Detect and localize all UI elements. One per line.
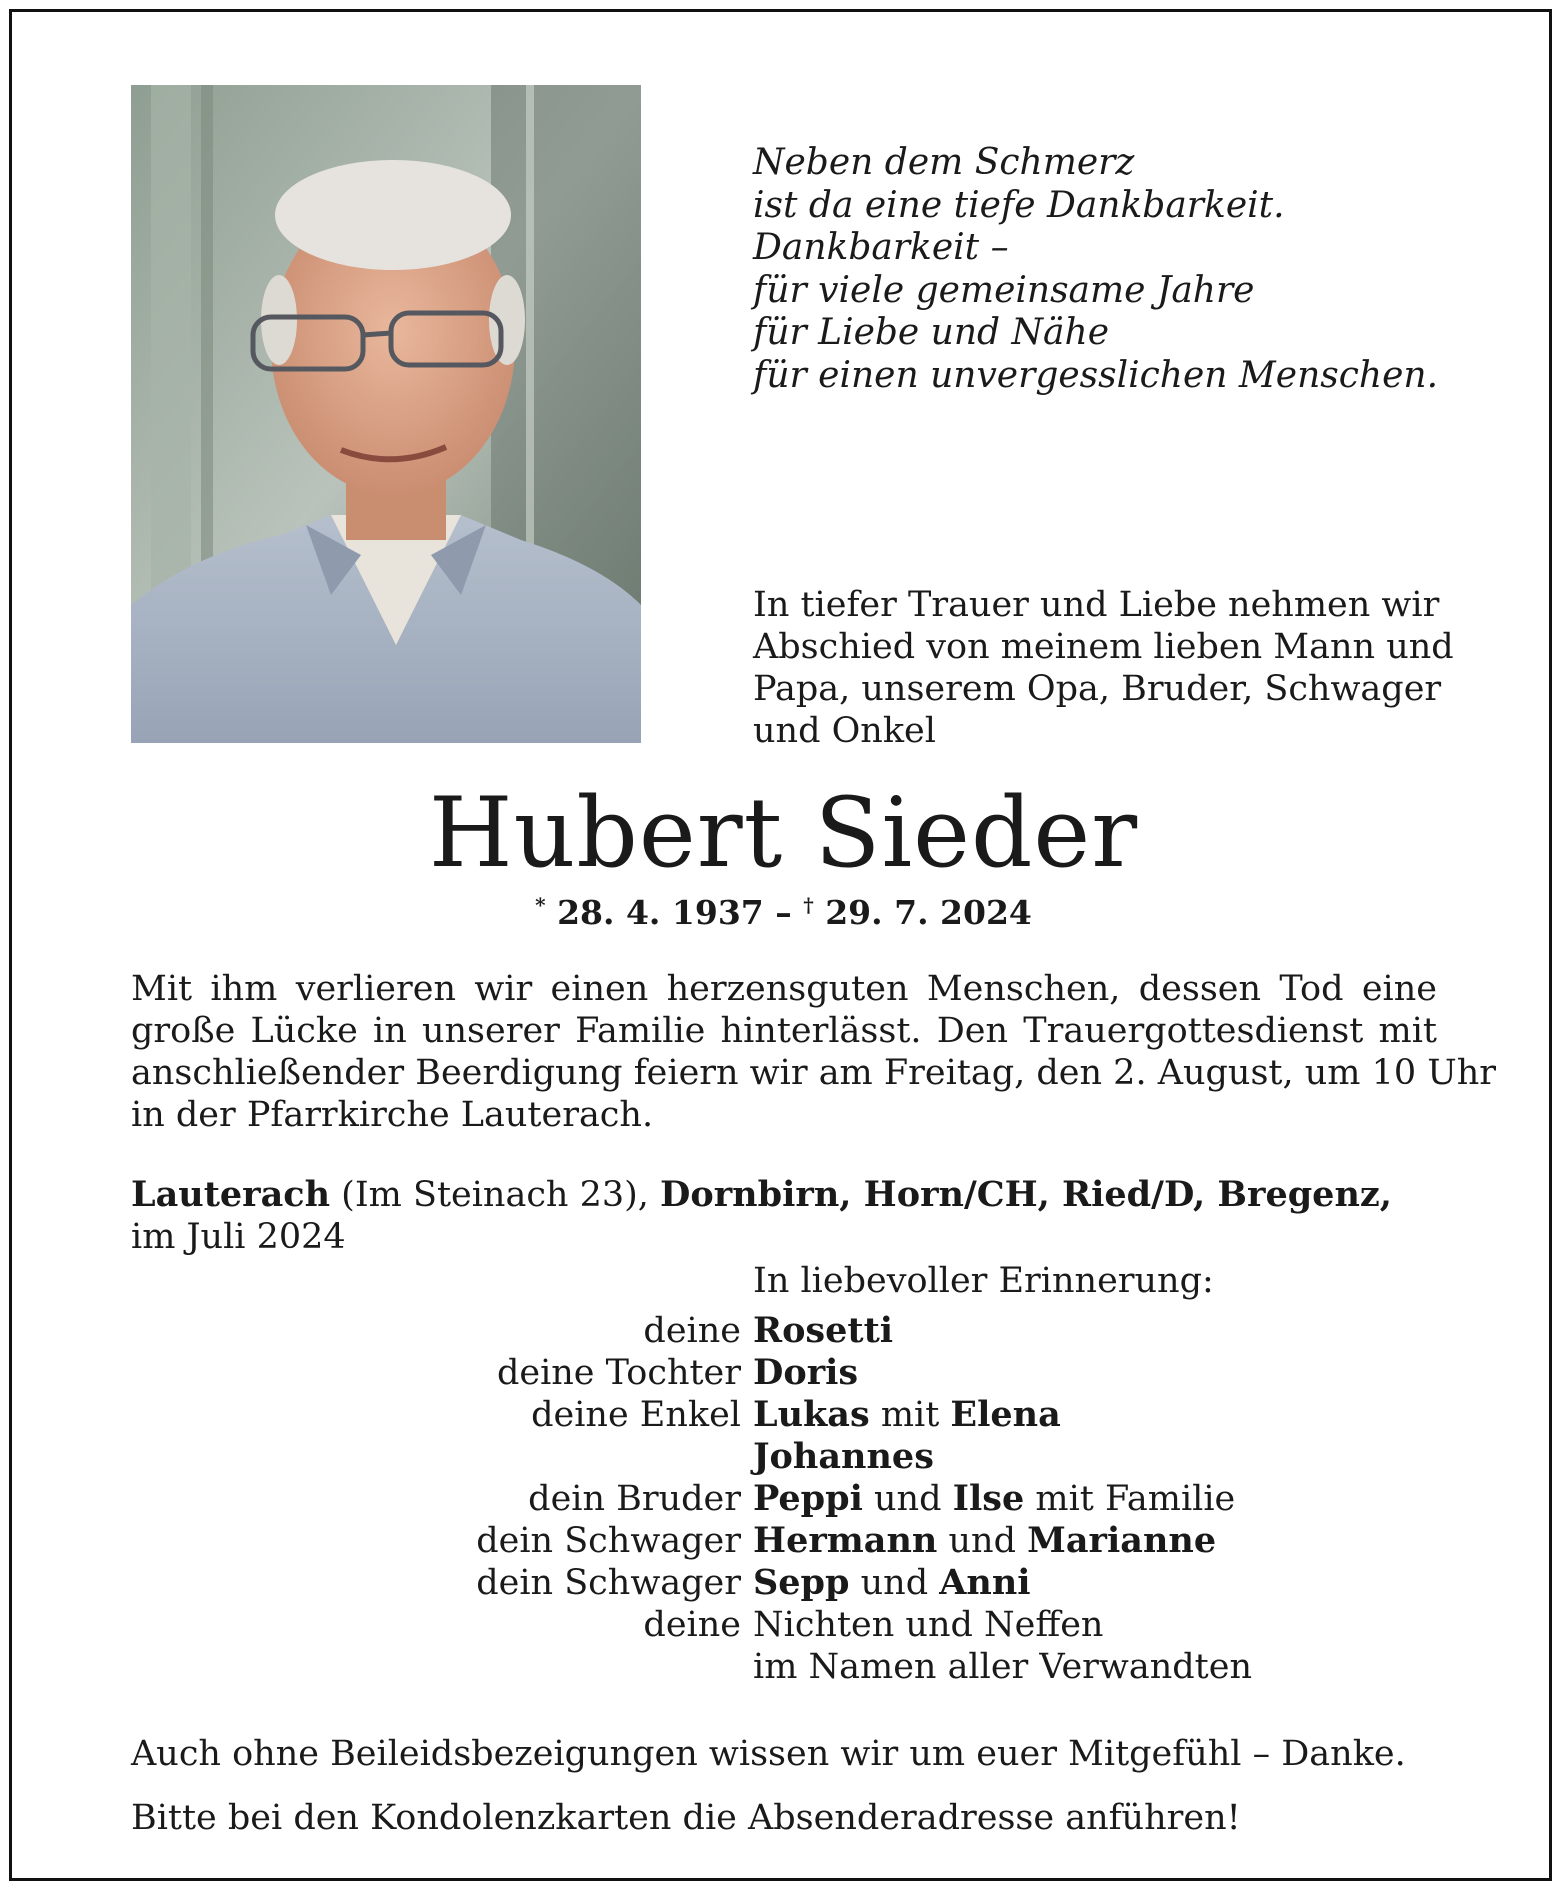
relative-row [131,1436,1437,1478]
relative-connector: mit [869,1395,951,1435]
relative-row [131,1520,1437,1562]
other-places: Dornbirn, Horn/CH, Ried/D, Bregenz, [660,1174,1392,1215]
relative-row [131,1394,1437,1436]
relative-name: Johannes [753,1436,934,1477]
relative-row [131,1352,1437,1394]
relation-label: deine Enkel [531,1395,741,1435]
intro-line: Abschied von meinem lieben Mann und [753,627,1454,667]
relative-names [753,1394,1437,1436]
funeral-details [131,968,1497,1136]
place-and-date [131,1174,1437,1258]
relative-name: Peppi [753,1478,863,1519]
poem-line: für Liebe und Nähe [753,312,1109,353]
relation-label: dein Bruder [528,1479,741,1519]
relative-row [131,1646,1437,1688]
poem-line: Dankbarkeit – [753,227,1009,268]
birth-mark: * [535,893,546,917]
portrait-photo [131,85,641,743]
relation-label [131,1646,753,1688]
relative-name: Doris [753,1352,859,1393]
relatives-list [131,1310,1437,1688]
relative-name: Marianne [1027,1520,1217,1561]
relation-label: dein Schwager [476,1521,741,1561]
intro-line: In tiefer Trauer und Liebe nehmen wir [753,585,1440,625]
body-line: anschließender Beerdigung feiern wir am Freitag, den 2. August, um 10 Uhr [131,1053,1497,1093]
relation-label: dein Schwager [476,1563,741,1603]
relative-name: Ilse [952,1478,1025,1519]
portrait-illustration [131,85,641,743]
relative-name: Elena [950,1394,1061,1435]
death-mark: † [803,893,814,917]
relative-names [753,1604,1437,1646]
body-line: in der Pfarrkirche Lauterach. [131,1095,654,1135]
month-year: im Juli 2024 [131,1217,346,1257]
relative-row [131,1310,1437,1352]
poem-line: Neben dem Schmerz [753,142,1135,183]
relative-names [753,1436,1437,1478]
poem-line: für viele gemeinsame Jahre [753,269,1255,311]
poem [753,142,1473,397]
relative-names [753,1520,1437,1562]
relative-connector: mit Familie [1024,1479,1236,1519]
poem-line: ist da eine tiefe Dankbarkeit. [753,184,1285,226]
relative-name: Lukas [753,1394,870,1435]
relative-names [753,1646,1437,1688]
life-dates [0,893,1567,932]
relative-connector: im Namen aller Verwandten [753,1647,1252,1687]
memory-heading: In liebevoller Erinnerung: [753,1261,1214,1301]
relative-connector: und [862,1479,953,1519]
closing-thanks: Auch ohne Beileidsbezeigungen wissen wir um euer Mitgefühl – Danke. [131,1734,1406,1774]
relative-name: Anni [939,1562,1031,1603]
relative-row [131,1478,1437,1520]
body-line: Mit ihm verlieren wir einen herzensguten Menschen, dessen Tod eine [131,969,1437,1009]
death-date: 29. 7. 2024 [825,893,1032,932]
intro-line: Papa, unserem Opa, Bruder, Schwager [753,669,1442,709]
relative-name: Rosetti [753,1310,894,1351]
birth-date: 28. 4. 1937 [557,893,764,932]
relative-row [131,1604,1437,1646]
date-separator: – [763,893,804,932]
relative-connector: Nichten und Neffen [753,1605,1104,1645]
relative-name: Hermann [753,1520,938,1561]
deceased-name: Hubert Sieder [428,777,1139,889]
poem-line: für einen unvergesslichen Menschen. [753,354,1439,396]
address: (Im Steinach 23), [330,1175,661,1215]
relative-name: Sepp [753,1562,850,1603]
intro-text [753,584,1454,752]
relative-names [753,1562,1437,1604]
relative-row [131,1562,1437,1604]
body-line: große Lücke in unserer Familie hinterlässt. Den Trauergottesdienst mit [131,1011,1437,1051]
relation-label: deine [643,1605,741,1645]
relative-connector: und [849,1563,940,1603]
intro-line: und Onkel [753,711,936,751]
town: Lauterach [131,1174,331,1215]
relative-names [753,1310,1437,1352]
relative-connector: und [937,1521,1028,1561]
relative-names [753,1478,1437,1520]
relation-label: deine Tochter [496,1353,741,1393]
relation-label [131,1436,753,1478]
closing-request: Bitte bei den Kondolenzkarten die Absenderadresse anführen! [131,1798,1241,1838]
relative-names [753,1352,1437,1394]
relation-label: deine [643,1311,741,1351]
